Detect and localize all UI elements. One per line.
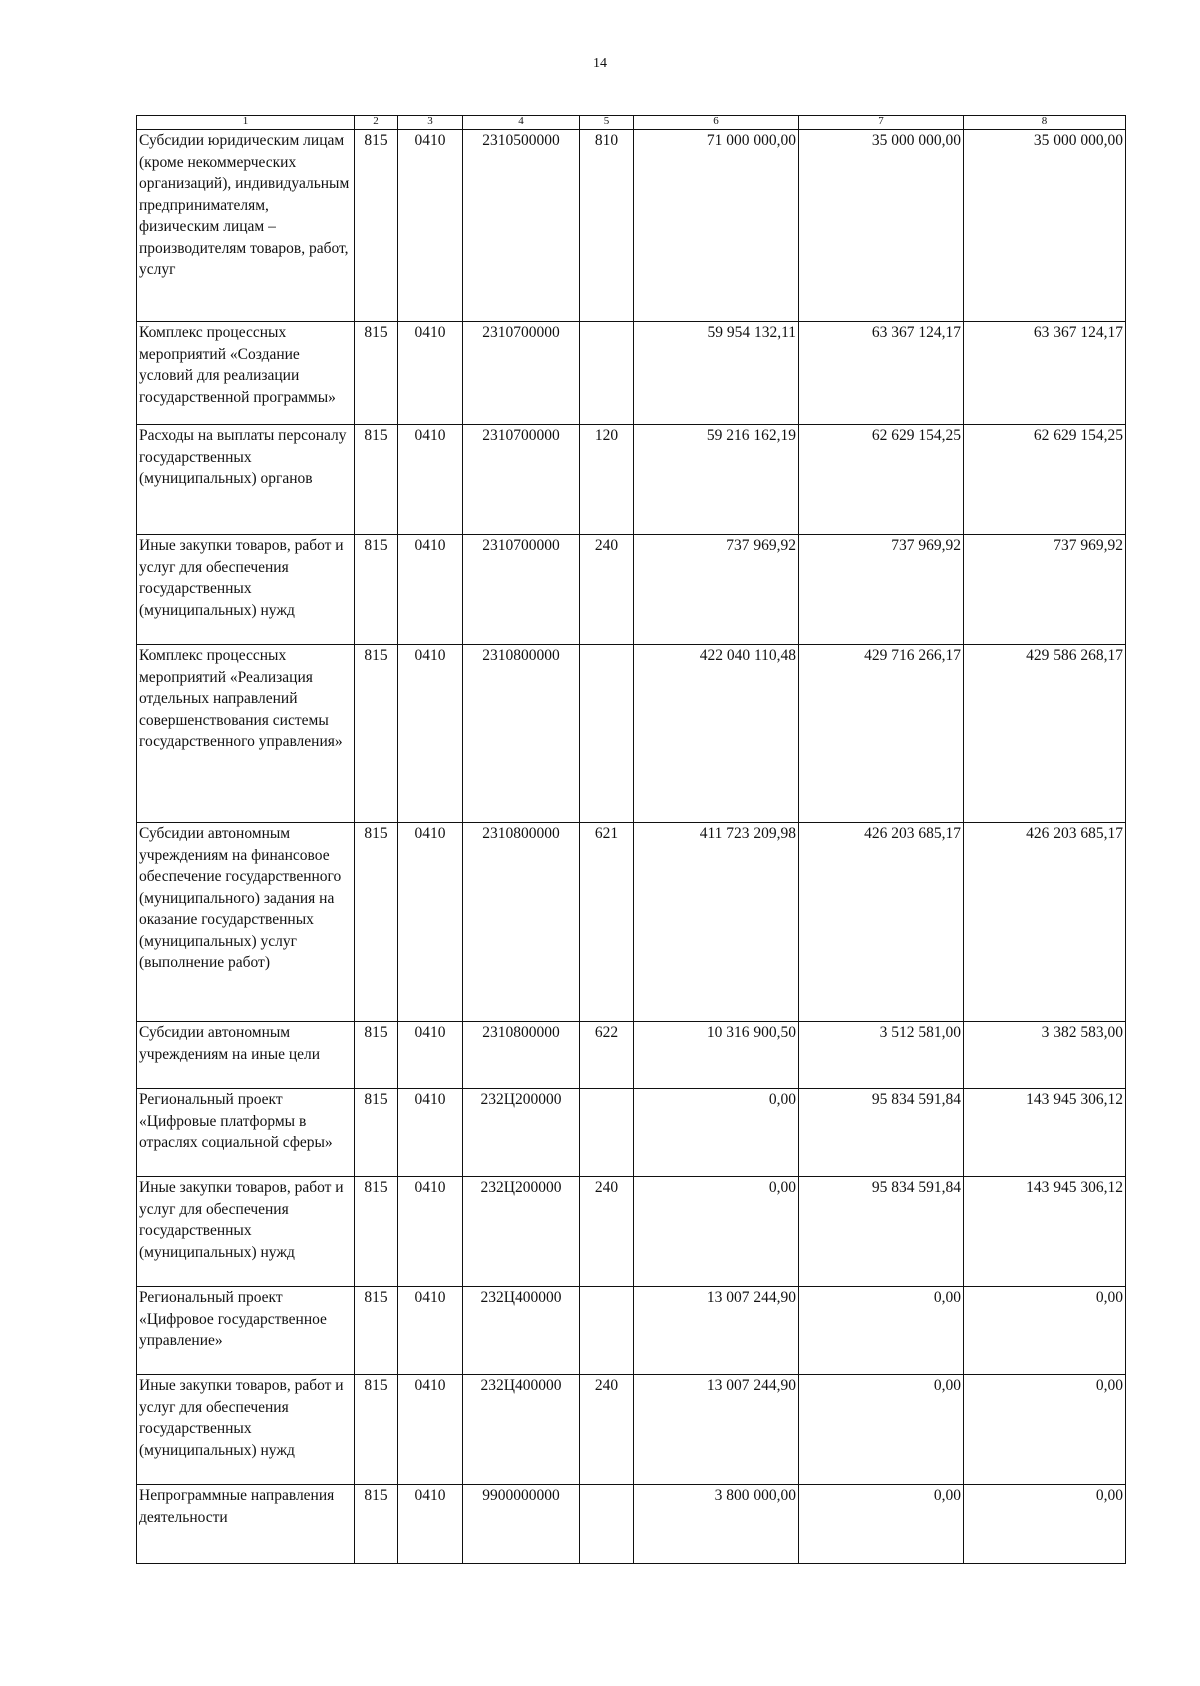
table-row xyxy=(137,535,1126,645)
amount-col6-cell: 59 954 132,11 xyxy=(634,322,799,425)
column-header-8: 8 xyxy=(964,116,1126,130)
ministry-code-cell: 815 xyxy=(355,1177,398,1287)
amount-col6-cell: 0,00 xyxy=(634,1089,799,1177)
section-code-cell: 0410 xyxy=(398,823,463,1022)
expense-type-cell xyxy=(580,645,634,823)
amount-col6-cell: 422 040 110,48 xyxy=(634,645,799,823)
amount-col7-cell: 737 969,92 xyxy=(799,535,964,645)
table-row xyxy=(137,823,1126,1022)
row-name-cell: Иные закупки товаров, работ и услуг для обеспечения государственных (муниципальных) нужд xyxy=(137,1375,355,1485)
section-code-cell: 0410 xyxy=(398,535,463,645)
row-name-cell: Расходы на выплаты персоналу государственных (муниципальных) органов xyxy=(137,425,355,535)
target-article-cell: 2310800000 xyxy=(463,1022,580,1089)
column-header-7: 7 xyxy=(799,116,964,130)
amount-col7-cell: 95 834 591,84 xyxy=(799,1177,964,1287)
amount-col7-cell: 426 203 685,17 xyxy=(799,823,964,1022)
amount-col8-cell: 429 586 268,17 xyxy=(964,645,1126,823)
expense-type-cell: 622 xyxy=(580,1022,634,1089)
amount-col6-cell: 3 800 000,00 xyxy=(634,1485,799,1564)
amount-col6-cell: 737 969,92 xyxy=(634,535,799,645)
amount-col7-cell: 95 834 591,84 xyxy=(799,1089,964,1177)
target-article-cell: 232Ц200000 xyxy=(463,1177,580,1287)
table-row xyxy=(137,1177,1126,1287)
expense-type-cell: 240 xyxy=(580,1177,634,1287)
section-code-cell: 0410 xyxy=(398,1022,463,1089)
row-name-cell: Региональный проект «Цифровые платформы в отраслях социальной сферы» xyxy=(137,1089,355,1177)
amount-col6-cell: 13 007 244,90 xyxy=(634,1375,799,1485)
section-code-cell: 0410 xyxy=(398,130,463,322)
amount-col6-cell: 0,00 xyxy=(634,1177,799,1287)
section-code-cell: 0410 xyxy=(398,322,463,425)
row-name-cell: Субсидии юридическим лицам (кроме некоммерческих организаций), индивидуальным предпринимателям, физическим лицам – производителям товаров, работ, услуг xyxy=(137,130,355,322)
table-row xyxy=(137,1287,1126,1375)
row-name-cell: Комплекс процессных мероприятий «Создание условий для реализации государственной программы» xyxy=(137,322,355,425)
amount-col8-cell: 737 969,92 xyxy=(964,535,1126,645)
amount-col7-cell: 62 629 154,25 xyxy=(799,425,964,535)
ministry-code-cell: 815 xyxy=(355,425,398,535)
amount-col7-cell: 3 512 581,00 xyxy=(799,1022,964,1089)
amount-col6-cell: 59 216 162,19 xyxy=(634,425,799,535)
ministry-code-cell: 815 xyxy=(355,130,398,322)
amount-col8-cell: 426 203 685,17 xyxy=(964,823,1126,1022)
ministry-code-cell: 815 xyxy=(355,823,398,1022)
amount-col8-cell: 143 945 306,12 xyxy=(964,1089,1126,1177)
section-code-cell: 0410 xyxy=(398,1177,463,1287)
target-article-cell: 232Ц200000 xyxy=(463,1089,580,1177)
row-name-cell: Субсидии автономным учреждениям на финансовое обеспечение государственного (муниципального) задания на оказание государственных (муниципальных) услуг (выполнение работ) xyxy=(137,823,355,1022)
row-name-cell: Иные закупки товаров, работ и услуг для обеспечения государственных (муниципальных) нужд xyxy=(137,1177,355,1287)
amount-col8-cell: 3 382 583,00 xyxy=(964,1022,1126,1089)
table-row xyxy=(137,1089,1126,1177)
target-article-cell: 2310700000 xyxy=(463,425,580,535)
expense-type-cell: 621 xyxy=(580,823,634,1022)
column-header-1: 1 xyxy=(137,116,355,130)
amount-col8-cell: 0,00 xyxy=(964,1287,1126,1375)
target-article-cell: 9900000000 xyxy=(463,1485,580,1564)
ministry-code-cell: 815 xyxy=(355,1287,398,1375)
expense-type-cell xyxy=(580,1485,634,1564)
amount-col6-cell: 10 316 900,50 xyxy=(634,1022,799,1089)
column-header-2: 2 xyxy=(355,116,398,130)
ministry-code-cell: 815 xyxy=(355,1022,398,1089)
target-article-cell: 2310800000 xyxy=(463,645,580,823)
expense-type-cell: 810 xyxy=(580,130,634,322)
column-header-6: 6 xyxy=(634,116,799,130)
column-header-5: 5 xyxy=(580,116,634,130)
amount-col7-cell: 429 716 266,17 xyxy=(799,645,964,823)
target-article-cell: 232Ц400000 xyxy=(463,1287,580,1375)
amount-col7-cell: 0,00 xyxy=(799,1375,964,1485)
amount-col6-cell: 13 007 244,90 xyxy=(634,1287,799,1375)
ministry-code-cell: 815 xyxy=(355,645,398,823)
amount-col7-cell: 35 000 000,00 xyxy=(799,130,964,322)
target-article-cell: 232Ц400000 xyxy=(463,1375,580,1485)
table-row xyxy=(137,645,1126,823)
target-article-cell: 2310700000 xyxy=(463,535,580,645)
expense-type-cell xyxy=(580,1287,634,1375)
amount-col8-cell: 35 000 000,00 xyxy=(964,130,1126,322)
ministry-code-cell: 815 xyxy=(355,535,398,645)
row-name-cell: Региональный проект «Цифровое государственное управление» xyxy=(137,1287,355,1375)
table-row xyxy=(137,1485,1126,1564)
table-row xyxy=(137,1022,1126,1089)
section-code-cell: 0410 xyxy=(398,645,463,823)
amount-col8-cell: 62 629 154,25 xyxy=(964,425,1126,535)
amount-col7-cell: 0,00 xyxy=(799,1287,964,1375)
section-code-cell: 0410 xyxy=(398,1485,463,1564)
table-row xyxy=(137,130,1126,322)
ministry-code-cell: 815 xyxy=(355,1485,398,1564)
ministry-code-cell: 815 xyxy=(355,1375,398,1485)
expense-type-cell: 240 xyxy=(580,1375,634,1485)
target-article-cell: 2310700000 xyxy=(463,322,580,425)
expense-type-cell xyxy=(580,1089,634,1177)
section-code-cell: 0410 xyxy=(398,1375,463,1485)
amount-col8-cell: 143 945 306,12 xyxy=(964,1177,1126,1287)
ministry-code-cell: 815 xyxy=(355,322,398,425)
expense-type-cell xyxy=(580,322,634,425)
column-header-3: 3 xyxy=(398,116,463,130)
amount-col8-cell: 63 367 124,17 xyxy=(964,322,1126,425)
page-number: 14 xyxy=(593,56,607,71)
row-name-cell: Непрограммные направления деятельности xyxy=(137,1485,355,1564)
amount-col7-cell: 63 367 124,17 xyxy=(799,322,964,425)
section-code-cell: 0410 xyxy=(398,425,463,535)
amount-col8-cell: 0,00 xyxy=(964,1375,1126,1485)
row-name-cell: Иные закупки товаров, работ и услуг для обеспечения государственных (муниципальных) нужд xyxy=(137,535,355,645)
section-code-cell: 0410 xyxy=(398,1287,463,1375)
column-header-4: 4 xyxy=(463,116,580,130)
expense-type-cell: 120 xyxy=(580,425,634,535)
target-article-cell: 2310800000 xyxy=(463,823,580,1022)
ministry-code-cell: 815 xyxy=(355,1089,398,1177)
section-code-cell: 0410 xyxy=(398,1089,463,1177)
row-name-cell: Комплекс процессных мероприятий «Реализация отдельных направлений совершенствования системы государственного управления» xyxy=(137,645,355,823)
row-name-cell: Субсидии автономным учреждениям на иные цели xyxy=(137,1022,355,1089)
column-number-row xyxy=(137,116,1126,130)
budget-table xyxy=(136,115,1126,1564)
table-row xyxy=(137,425,1126,535)
table-row xyxy=(137,1375,1126,1485)
target-article-cell: 2310500000 xyxy=(463,130,580,322)
amount-col7-cell: 0,00 xyxy=(799,1485,964,1564)
amount-col6-cell: 71 000 000,00 xyxy=(634,130,799,322)
amount-col8-cell: 0,00 xyxy=(964,1485,1126,1564)
table-row xyxy=(137,322,1126,425)
amount-col6-cell: 411 723 209,98 xyxy=(634,823,799,1022)
expense-type-cell: 240 xyxy=(580,535,634,645)
